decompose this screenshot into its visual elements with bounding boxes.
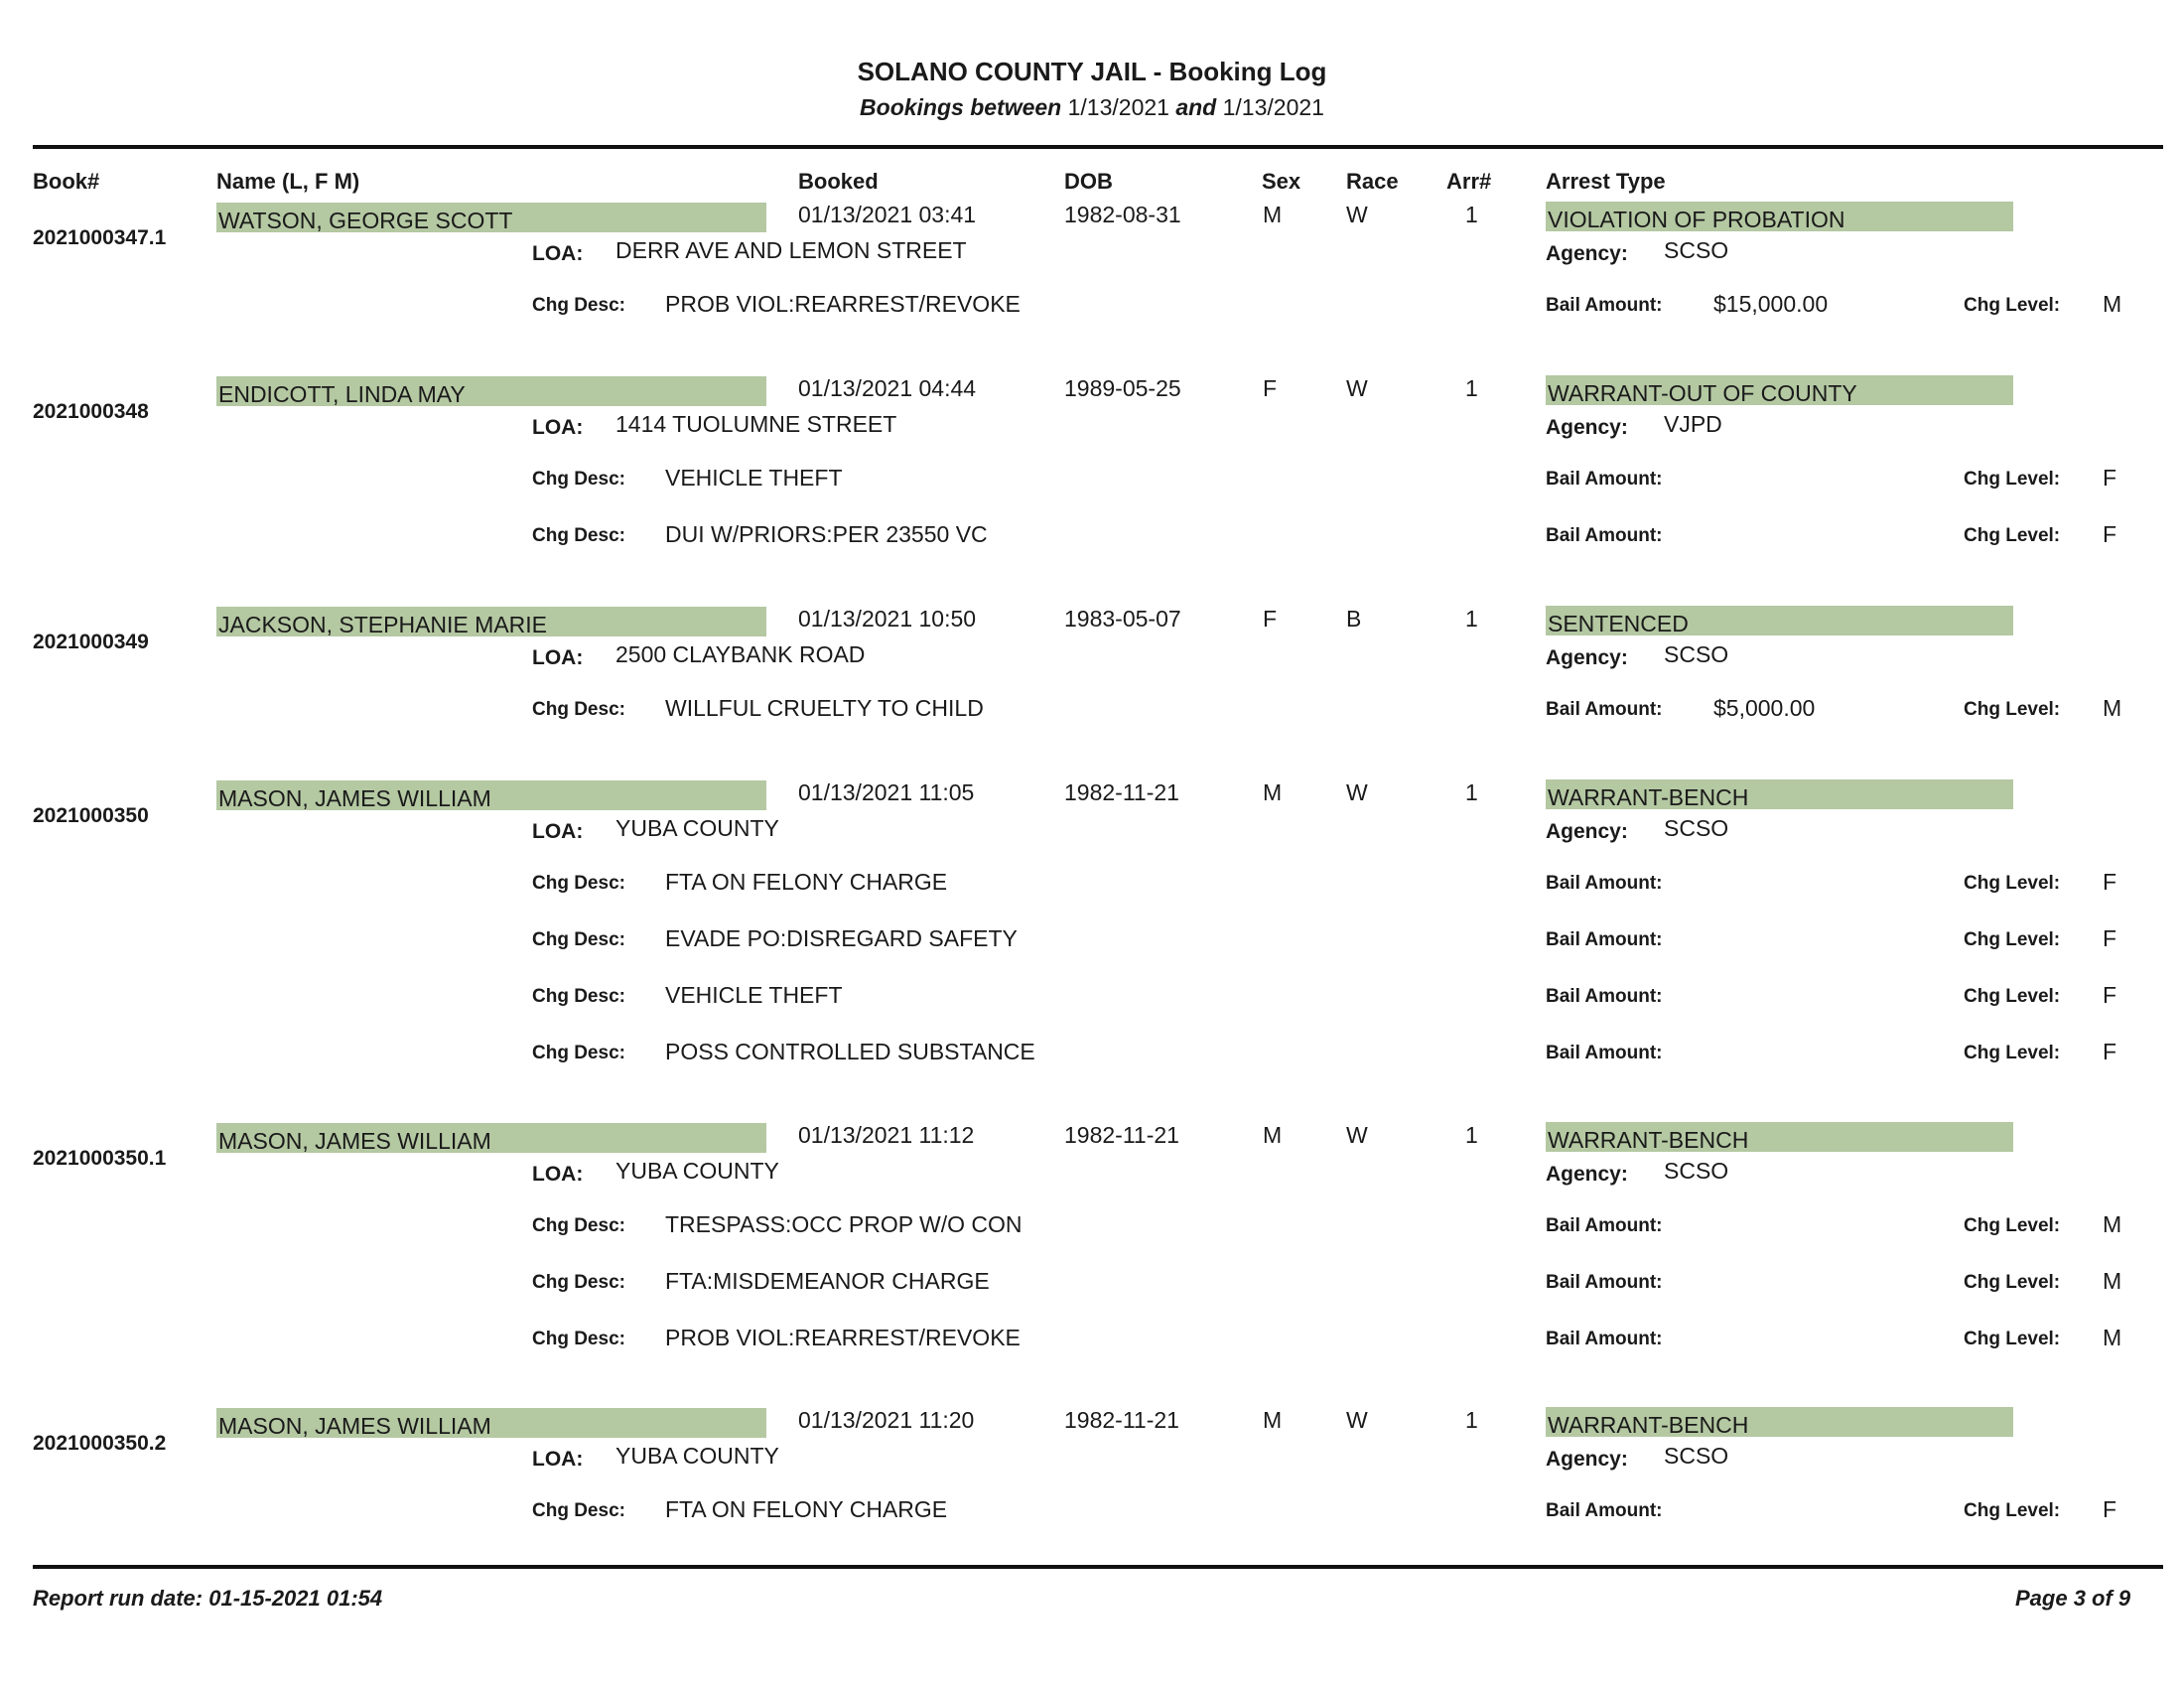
arrest-number: 1 — [1465, 779, 1478, 805]
chg-level-label: Chg Level: — [1964, 1215, 2061, 1236]
chg-level-label: Chg Level: — [1964, 699, 2061, 720]
booked-datetime: 01/13/2021 11:20 — [798, 1407, 975, 1433]
chg-level-value: F — [2103, 1039, 2117, 1064]
col-header-arrest-type: Arrest Type — [1546, 169, 1666, 194]
arrest-type: WARRANT-BENCH — [1546, 1407, 2013, 1437]
bail-amount-value: $5,000.00 — [1713, 695, 1816, 721]
chg-desc-value: EVADE PO:DISREGARD SAFETY — [665, 925, 1018, 951]
agency-value: SCSO — [1664, 1443, 1729, 1469]
arrest-type: VIOLATION OF PROBATION — [1546, 202, 2013, 231]
arrest-type: SENTENCED — [1546, 606, 2013, 635]
chg-desc-label: Chg Desc: — [532, 1272, 625, 1293]
arrest-type: WARRANT-BENCH — [1546, 1122, 2013, 1152]
loa-value: DERR AVE AND LEMON STREET — [615, 237, 967, 263]
chg-level-label: Chg Level: — [1964, 1500, 2061, 1521]
chg-desc-value: VEHICLE THEFT — [665, 982, 843, 1008]
chg-desc-label: Chg Desc: — [532, 1500, 625, 1521]
chg-level-label: Chg Level: — [1964, 525, 2061, 546]
arrest-number: 1 — [1465, 606, 1478, 632]
race-value: W — [1346, 779, 1368, 805]
booking-number: 2021000350.2 — [33, 1432, 167, 1455]
agency-value: SCSO — [1664, 641, 1729, 667]
date-of-birth: 1983-05-07 — [1064, 606, 1181, 632]
loa-label: LOA: — [532, 1163, 584, 1186]
chg-desc-value: FTA ON FELONY CHARGE — [665, 869, 948, 895]
chg-level-label: Chg Level: — [1964, 1329, 2061, 1349]
arrest-number: 1 — [1465, 1407, 1478, 1433]
top-rule — [33, 145, 2163, 149]
chg-level-value: F — [2103, 521, 2117, 547]
loa-value: YUBA COUNTY — [615, 1443, 779, 1469]
chg-desc-value: FTA:MISDEMEANOR CHARGE — [665, 1268, 990, 1294]
chg-desc-value: TRESPASS:OCC PROP W/O CON — [665, 1211, 1023, 1237]
chg-desc-value: PROB VIOL:REARREST/REVOKE — [665, 1325, 1021, 1350]
chg-desc-label: Chg Desc: — [532, 469, 625, 490]
bail-amount-label: Bail Amount: — [1546, 929, 1663, 950]
date-of-birth: 1989-05-25 — [1064, 375, 1181, 401]
agency-label: Agency: — [1546, 646, 1628, 669]
chg-level-value: M — [2103, 291, 2122, 317]
chg-level-label: Chg Level: — [1964, 295, 2061, 316]
loa-value: 1414 TUOLUMNE STREET — [615, 411, 897, 437]
chg-desc-label: Chg Desc: — [532, 699, 625, 720]
booking-number: 2021000349 — [33, 631, 149, 653]
chg-level-value: M — [2103, 1325, 2122, 1350]
agency-value: VJPD — [1664, 411, 1722, 437]
report-title: SOLANO COUNTY JAIL - Booking Log — [857, 57, 1327, 86]
date-from: 1/13/2021 — [1067, 94, 1169, 120]
chg-desc-label: Chg Desc: — [532, 929, 625, 950]
booked-datetime: 01/13/2021 10:50 — [798, 606, 977, 632]
booked-datetime: 01/13/2021 11:05 — [798, 779, 975, 805]
chg-desc-value: VEHICLE THEFT — [665, 465, 843, 491]
sex-value: M — [1263, 1407, 1283, 1433]
chg-level-value: F — [2103, 982, 2117, 1008]
col-header-book: Book# — [33, 169, 100, 194]
subtitle-and: and — [1175, 94, 1217, 120]
loa-value: YUBA COUNTY — [615, 815, 779, 841]
inmate-name: MASON, JAMES WILLIAM — [216, 1408, 766, 1438]
inmate-name: JACKSON, STEPHANIE MARIE — [216, 607, 766, 636]
bail-amount-label: Bail Amount: — [1546, 1272, 1663, 1293]
chg-level-value: M — [2103, 695, 2122, 721]
chg-level-label: Chg Level: — [1964, 469, 2061, 490]
bail-amount-label: Bail Amount: — [1546, 873, 1663, 894]
agency-label: Agency: — [1546, 1163, 1628, 1186]
col-header-name: Name (L, F M) — [216, 169, 360, 194]
agency-value: SCSO — [1664, 815, 1729, 841]
bottom-rule — [33, 1565, 2163, 1569]
booking-number: 2021000350.1 — [33, 1147, 167, 1170]
chg-level-label: Chg Level: — [1964, 986, 2061, 1007]
date-of-birth: 1982-11-21 — [1064, 779, 1179, 805]
arrest-type: WARRANT-BENCH — [1546, 779, 2013, 809]
col-header-race: Race — [1346, 169, 1399, 194]
race-value: W — [1346, 1122, 1368, 1148]
bail-amount-label: Bail Amount: — [1546, 295, 1663, 316]
bail-amount-label: Bail Amount: — [1546, 469, 1663, 490]
inmate-name: ENDICOTT, LINDA MAY — [216, 376, 766, 406]
race-value: B — [1346, 606, 1362, 632]
date-to: 1/13/2021 — [1222, 94, 1324, 120]
date-of-birth: 1982-11-21 — [1064, 1122, 1179, 1148]
loa-label: LOA: — [532, 820, 584, 843]
agency-value: SCSO — [1664, 1158, 1729, 1184]
agency-label: Agency: — [1546, 416, 1628, 439]
date-of-birth: 1982-08-31 — [1064, 202, 1181, 227]
bail-amount-label: Bail Amount: — [1546, 986, 1663, 1007]
inmate-name: MASON, JAMES WILLIAM — [216, 780, 766, 810]
chg-level-value: F — [2103, 465, 2117, 491]
chg-desc-label: Chg Desc: — [532, 986, 625, 1007]
chg-desc-label: Chg Desc: — [532, 1215, 625, 1236]
agency-label: Agency: — [1546, 1448, 1628, 1471]
sex-value: M — [1263, 1122, 1283, 1148]
bail-amount-label: Bail Amount: — [1546, 1215, 1663, 1236]
booked-datetime: 01/13/2021 03:41 — [798, 202, 977, 227]
chg-desc-value: FTA ON FELONY CHARGE — [665, 1496, 948, 1522]
date-of-birth: 1982-11-21 — [1064, 1407, 1179, 1433]
chg-level-value: F — [2103, 925, 2117, 951]
chg-desc-value: WILLFUL CRUELTY TO CHILD — [665, 695, 984, 721]
loa-value: 2500 CLAYBANK ROAD — [615, 641, 866, 667]
chg-level-value: F — [2103, 869, 2117, 895]
booking-number: 2021000350 — [33, 804, 149, 827]
col-header-dob: DOB — [1064, 169, 1113, 194]
sex-value: M — [1263, 202, 1283, 227]
arrest-type: WARRANT-OUT OF COUNTY — [1546, 375, 2013, 405]
loa-label: LOA: — [532, 242, 584, 265]
arrest-number: 1 — [1465, 1122, 1478, 1148]
report-run-date: Report run date: 01-15-2021 01:54 — [33, 1586, 383, 1611]
bail-amount-label: Bail Amount: — [1546, 699, 1663, 720]
chg-level-label: Chg Level: — [1964, 1272, 2061, 1293]
sex-value: M — [1263, 779, 1283, 805]
bail-amount-value: $15,000.00 — [1713, 291, 1829, 317]
subtitle-prefix: Bookings between — [860, 94, 1062, 120]
chg-level-value: M — [2103, 1211, 2122, 1237]
chg-level-label: Chg Level: — [1964, 929, 2061, 950]
agency-label: Agency: — [1546, 820, 1628, 843]
col-header-booked: Booked — [798, 169, 879, 194]
chg-level-label: Chg Level: — [1964, 873, 2061, 894]
chg-desc-label: Chg Desc: — [532, 525, 625, 546]
booked-datetime: 01/13/2021 04:44 — [798, 375, 977, 401]
col-header-arr: Arr# — [1446, 169, 1492, 194]
chg-desc-label: Chg Desc: — [532, 1329, 625, 1349]
page-number: Page 3 of 9 — [2015, 1586, 2131, 1611]
chg-level-value: F — [2103, 1496, 2117, 1522]
booked-datetime: 01/13/2021 11:12 — [798, 1122, 975, 1148]
sex-value: F — [1263, 606, 1278, 632]
chg-desc-label: Chg Desc: — [532, 295, 625, 316]
inmate-name: MASON, JAMES WILLIAM — [216, 1123, 766, 1153]
arrest-number: 1 — [1465, 375, 1478, 401]
bail-amount-label: Bail Amount: — [1546, 1043, 1663, 1063]
loa-label: LOA: — [532, 416, 584, 439]
race-value: W — [1346, 202, 1368, 227]
chg-level-label: Chg Level: — [1964, 1043, 2061, 1063]
bail-amount-label: Bail Amount: — [1546, 1329, 1663, 1349]
agency-label: Agency: — [1546, 242, 1628, 265]
chg-desc-value: DUI W/PRIORS:PER 23550 VC — [665, 521, 988, 547]
loa-label: LOA: — [532, 1448, 584, 1471]
sex-value: F — [1263, 375, 1278, 401]
chg-desc-value: POSS CONTROLLED SUBSTANCE — [665, 1039, 1035, 1064]
chg-desc-label: Chg Desc: — [532, 873, 625, 894]
bail-amount-label: Bail Amount: — [1546, 525, 1663, 546]
chg-desc-value: PROB VIOL:REARREST/REVOKE — [665, 291, 1021, 317]
booking-number: 2021000347.1 — [33, 226, 167, 249]
loa-value: YUBA COUNTY — [615, 1158, 779, 1184]
report-subtitle — [0, 94, 2184, 121]
race-value: W — [1346, 1407, 1368, 1433]
inmate-name: WATSON, GEORGE SCOTT — [216, 203, 766, 232]
agency-value: SCSO — [1664, 237, 1729, 263]
bail-amount-label: Bail Amount: — [1546, 1500, 1663, 1521]
chg-desc-label: Chg Desc: — [532, 1043, 625, 1063]
race-value: W — [1346, 375, 1368, 401]
chg-level-value: M — [2103, 1268, 2122, 1294]
loa-label: LOA: — [532, 646, 584, 669]
col-header-sex: Sex — [1262, 169, 1301, 194]
booking-number: 2021000348 — [33, 400, 149, 423]
arrest-number: 1 — [1465, 202, 1478, 227]
